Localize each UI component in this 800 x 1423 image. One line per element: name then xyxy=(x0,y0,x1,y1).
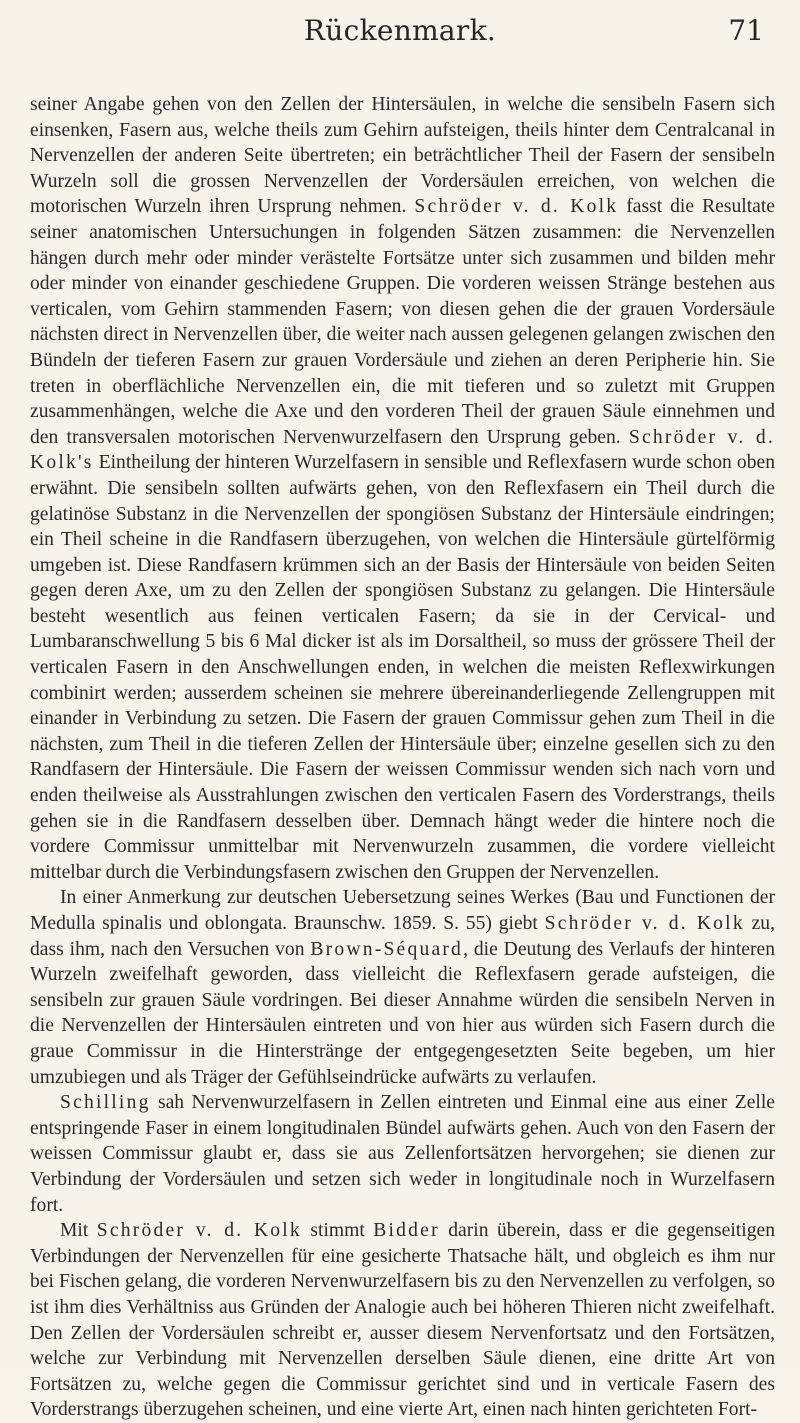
author-name: Schröder v. d. Kolk's xyxy=(30,426,776,474)
body-text xyxy=(30,92,775,1423)
author-name: Schröder v. d. Kolk xyxy=(414,196,619,218)
paragraph: In einer Anmerkung zur deutschen Uebersetzung seines Werkes (Bau und Functionen der Medulla spinalis und oblongata. Braunschw. 1859. S. 55) giebt Schröder v. d. Kolk zu, dass ihm, nach den Versuchen von Brown-Séquard, die Deutung des Verlaufs der hinteren Wurzeln zweifelhaft geworden, dass vielleicht die Reflexfasern gerade aufsteigen, die sensibeln zur grauen Säule vordringen. Bei dieser Annahme würden die sensibeln Nerven in die Nervenzellen der Hintersäulen eintreten und von hier aus würden sich Fasern durch die graue Commissur in die Hinterstränge der entgegengesetzten Seite begeben, um hier umzubiegen und als Träger der Gefühlseindrücke aufwärts zu verlaufen. xyxy=(30,887,775,1088)
running-header xyxy=(30,14,770,54)
author-name: Bidder xyxy=(373,1220,440,1242)
paragraph: Schilling sah Nervenwurzelfasern in Zellen eintreten und Einmal eine aus einer Zelle entspringende Faser in einem longitudinalen Bündel aufwärts gehen. Auch von den Fasern der weissen Commissur glaubt er, dass sie aus Zellenfortsätzen hervorgehen; sie dienen zur Verbindung der Vordersäulen und setzen sich weder in longitudinale noch in Wurzelfasern fort. xyxy=(30,1092,775,1216)
author-name: Schilling xyxy=(60,1092,151,1114)
author-name: Brown-Séquard xyxy=(310,938,464,960)
author-name: Schröder v. d. Kolk xyxy=(544,913,745,934)
paragraph: Mit Schröder v. d. Kolk stimmt Bidder darin überein, dass er die gegenseitigen Verbindungen der Nervenzellen für eine gesicherte Thatsache hält, und obgleich es ihm nur bei Fischen gelang, die vorderen Nervenwurzelfasern bis zu den Nervenzellen zu verfolgen, so ist ihm dies Verhältniss aus Gründen der Analogie auch bei höheren Thieren nicht zweifelhaft. Den Zellen der Vordersäulen schreibt er, ausser diesem Nervenfortsatz und den Fortsätzen, welche zur Verbindung mit Nervenzellen derselben Säule dienen, eine dritte Art von Fortsätzen zu, welche gegen die Commissur gerichtet sind und in verticale Fasern des Vorderstrangs überzugehen scheinen, und eine vierte Art, einen nach hinten gerichteten Fort- xyxy=(30,1220,775,1421)
author-name: Schröder v. d. Kolk xyxy=(96,1220,302,1242)
page-number: 71 xyxy=(728,14,764,47)
running-title: Rückenmark. xyxy=(303,14,497,47)
paragraph: seiner Angabe gehen von den Zellen der Hintersäulen, in welche die sensibeln Fasern sich einsenken, Fasern aus, welche theils zum Gehirn aufsteigen, theils hinter dem Centralcanal in Nervenzellen der anderen Seite übertreten; ein beträchtlicher Theil der Fasern der sensibeln Wurzeln soll die grossen Nervenzellen der Vordersäulen erreichen, von welchen die motorischen Wurzeln ihren Ursprung nehmen. Schröder v. d. Kolk fasst die Resultate seiner anatomischen Untersuchungen in folgenden Sätzen zusammen: die Nervenzellen hängen durch mehr oder minder verästelte Fortsätze unter sich zusammen und bilden mehr oder minder von einander geschiedene Gruppen. Die vorderen weissen Stränge bestehen aus verticalen, vom Gehirn stammenden Fasern; von diesen gehen die der grauen Vordersäule nächsten direct in Nervenzellen über, die weiter nach aussen gelegenen gelangen zwischen den Bündeln der tieferen Fasern zur grauen Vordersäule und ziehen an deren Peripherie hin. Sie treten in oberflächliche Nervenzellen ein, die mit tieferen und so zuletzt mit Gruppen zusammenhängen, welche die Axe und den vorderen Theil der grauen Säule einnehmen und den transversalen motorischen Nervenwurzelfasern den Ursprung geben. Schröder v. d. Kolk's Eintheilung der hinteren Wurzelfasern in sensible und Reflexfasern wurde schon oben erwähnt. Die sensibeln sollten aufwärts gehen, von den Reflexfasern ein Theil durch die gelatinöse Substanz in die Nervenzellen der spongiösen Substanz der Hintersäule eindringen; ein Theil scheine in die Randfasern überzugehen, von welchen die Hintersäule gürtelförmig umgeben ist. Diese Randfasern krümmen sich an der Basis der Hintersäule von beiden Seiten gegen deren Axe, um zu den Zellen der spongiösen Substanz zu gelangen. Die Hintersäule besteht wesentlich aus feinen verticalen Fasern; da sie in der Cervical- und Lumbaranschwellung 5 bis 6 Mal dicker ist als im Dorsaltheil, so muss der grössere Theil der verticalen Fasern in den Anschwellungen enden, in welchen die meisten Reflexwirkungen combinirt werden; ausserdem scheinen sie mehrere übereinanderliegende Zellengruppen mit einander in Verbindung zu setzen. Die Fasern der grauen Commissur gehen zum Theil in die nächsten, zum Theil in die tieferen Zellen der Hintersäule über; einzelne gesellen sich zu den Randfasern der Hintersäule. Die Fasern der weissen Commissur wenden sich nach vorn und enden theilweise als Ausstrahlungen zwischen den verticalen Fasern des Vorderstrangs, theils gehen sie in die Randfasern desselben über. Demnach hängt weder die hintere noch die vordere Commissur unmittelbar mit Nervenwurzeln zusammen, die vordere vielleicht mittelbar durch die Verbindungsfasern zwischen den Gruppen der Nervenzellen. xyxy=(30,94,776,883)
